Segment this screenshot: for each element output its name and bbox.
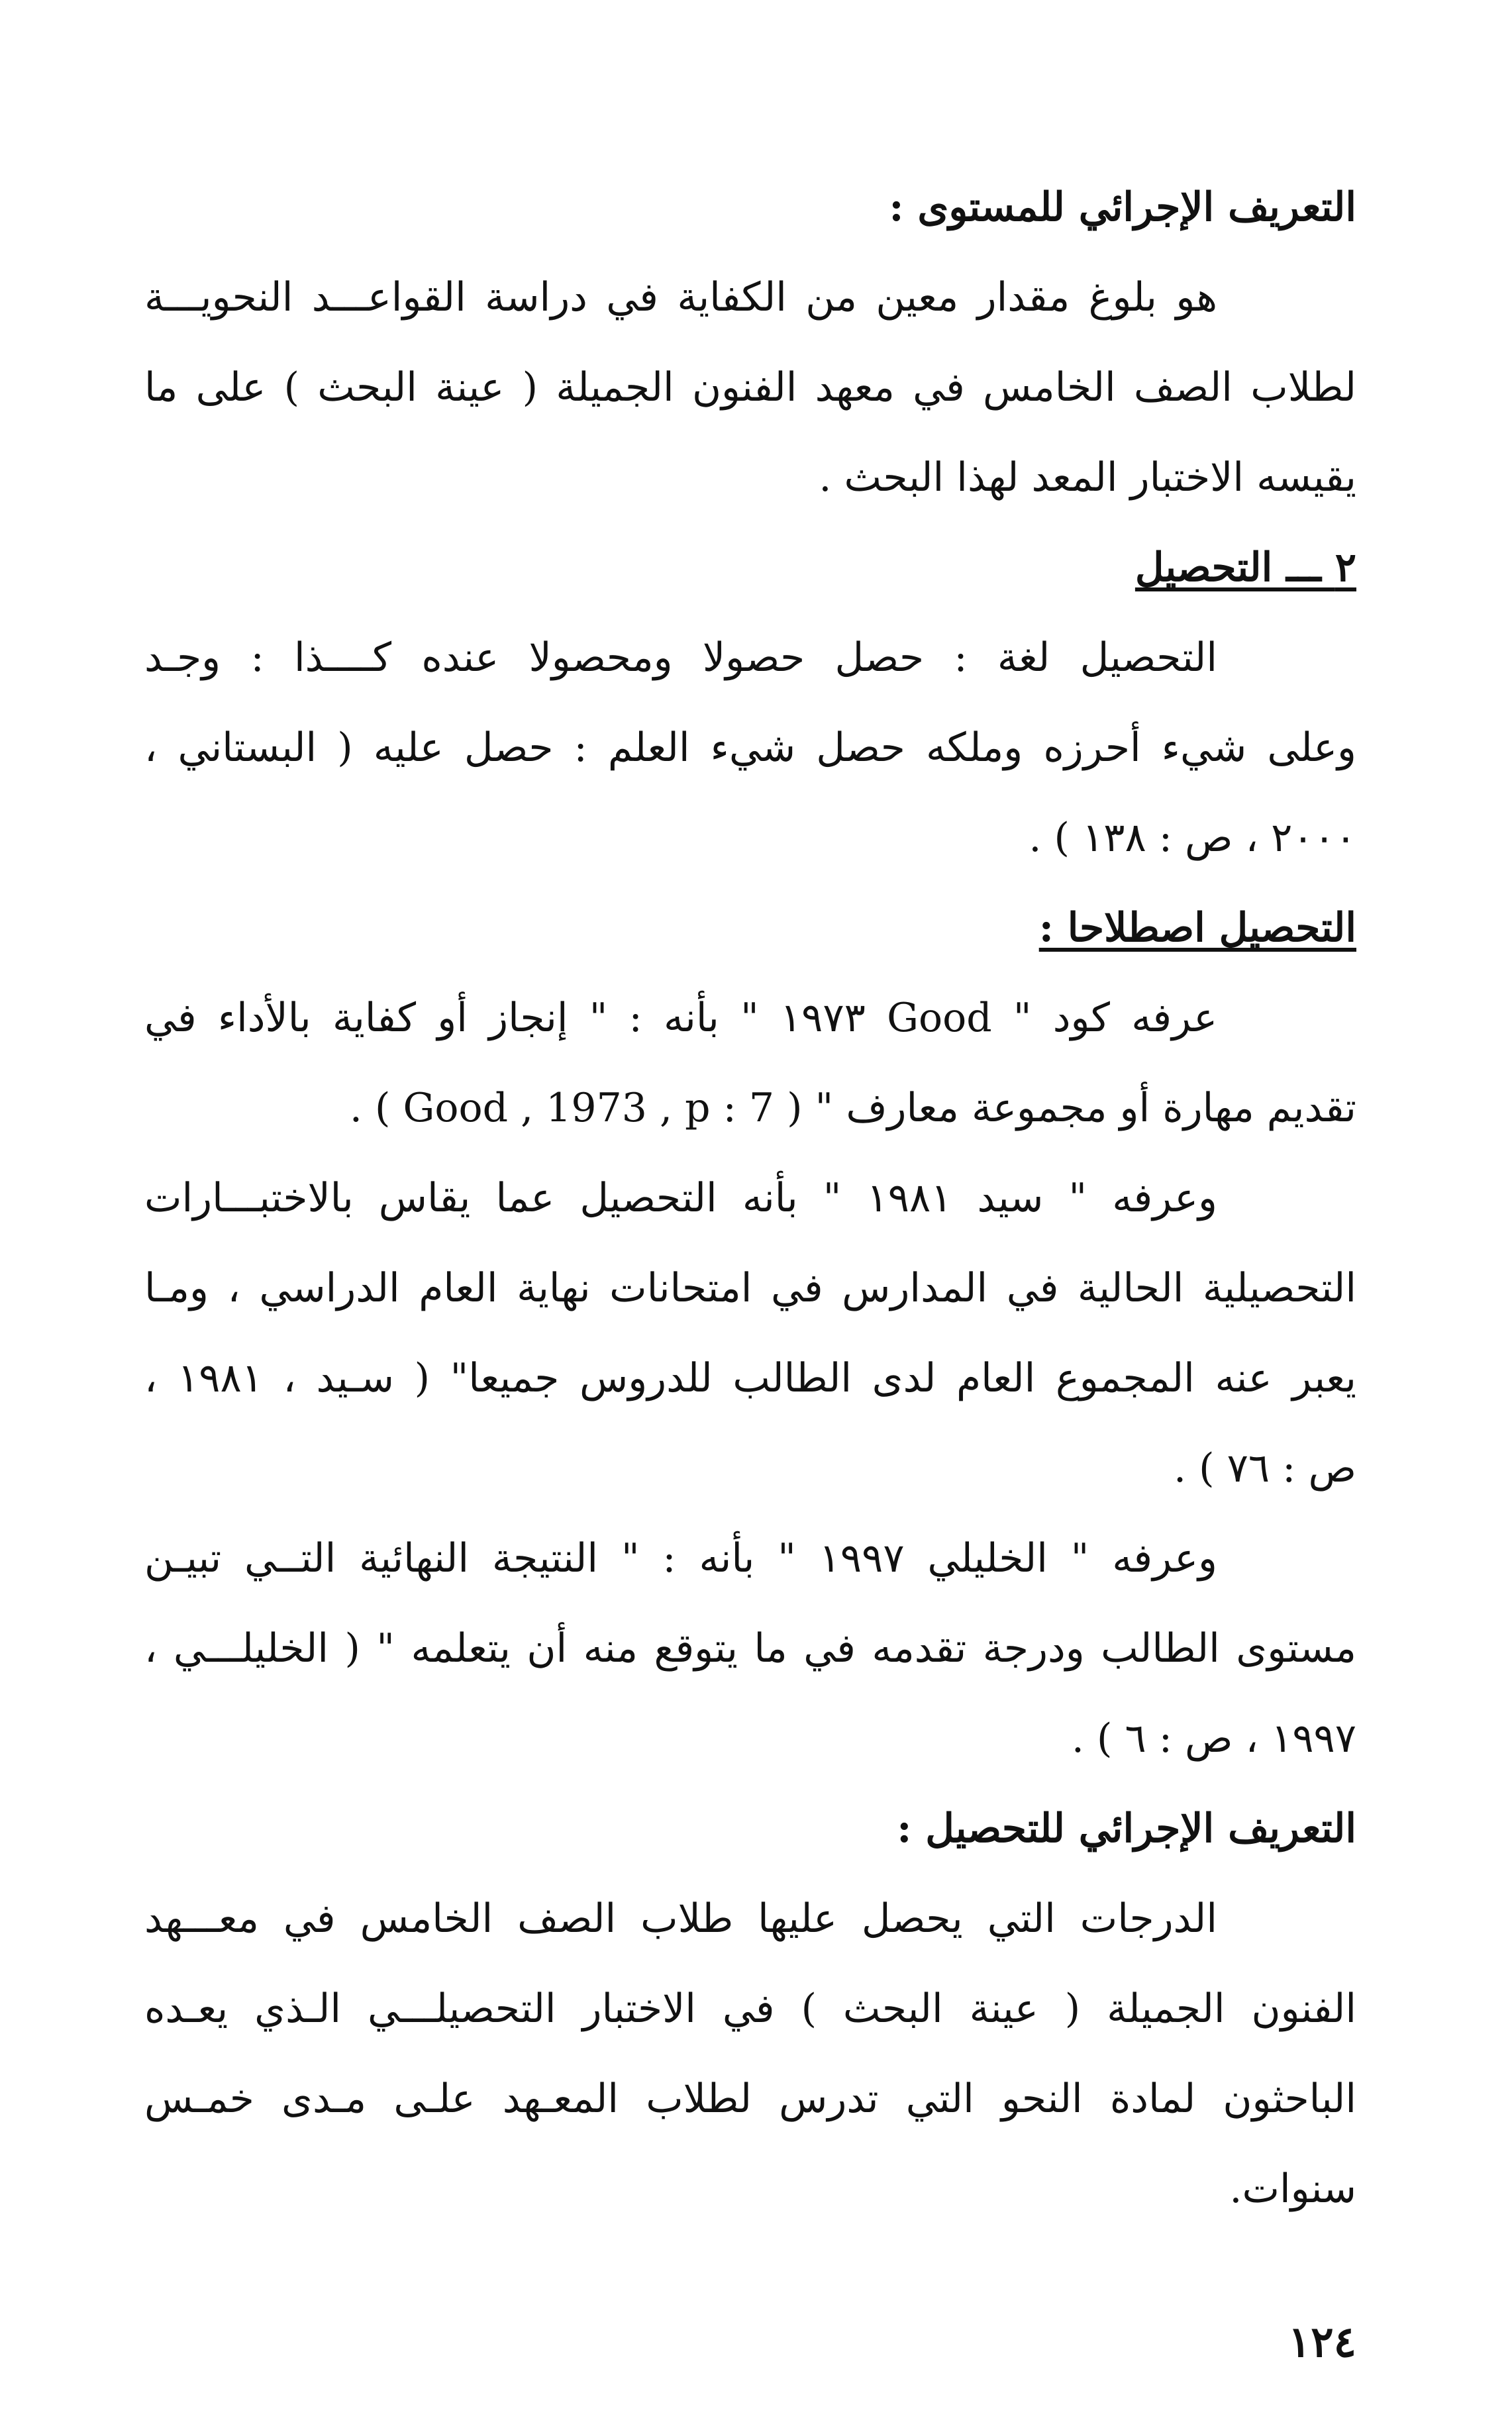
section-heading: التعريف الإجرائي للتحصيل : — [897, 1805, 1356, 1852]
paragraph-line: الباحثون لمادة النحو التي تدرس لطلاب المعـهد علـى مـدى خمـس — [144, 2076, 1356, 2122]
paragraph-line: هو بلوغ مقدار معين من الكفاية في دراسة القواعـــد النحويـــة — [144, 274, 1217, 321]
paragraph-line: الفنون الجميلة ( عينة البحث ) في الاختبار التحصيلـــي الـذي يعـده — [144, 1986, 1356, 2032]
paragraph-line: ص : ٧٦ ) . — [1174, 1445, 1356, 1492]
paragraph-line: وعرفه " الخليلي ١٩٩٧ " بأنه : " النتيجة النهائية التــي تبيـن — [144, 1535, 1217, 1582]
paragraph-line: الدرجات التي يحصل عليها طلاب الصف الخامس في معـــهد — [144, 1896, 1217, 1942]
paragraph-line: وعلى شيء أحرزه وملكه حصل شيء العلم : حصل عليه ( البستاني ، — [144, 725, 1356, 771]
paragraph-line: سنوات. — [1229, 2166, 1356, 2212]
section-heading: التعريف الإجرائي للمستوى : — [889, 184, 1356, 230]
paragraph-line: وعرفه " سيد ١٩٨١ " بأنه التحصيل عما يقاس بالاختبـــارات — [144, 1175, 1218, 1221]
paragraph-line: لطلاب الصف الخامس في معهد الفنون الجميلة ( عينة البحث ) على ما — [144, 364, 1356, 411]
section-heading: التحصيل اصطلاحا : — [1038, 905, 1356, 951]
paragraph-line: مستوى الطالب ودرجة تقدمه في ما يتوقع منه أن يتعلمه " ( الخليلـــي ، — [144, 1625, 1356, 1672]
page-number: ١٢٤ — [1287, 2317, 1356, 2367]
paragraph-line: عرفه كود " Good ١٩٧٣ " بأنه : " إنجاز أو كفاية بالأداء في — [144, 995, 1217, 1041]
paragraph-line: يعبر عنه المجموع العام لدى الطالب للدروس جميعا" ( سـيد ، ١٩٨١ ، — [144, 1355, 1356, 1401]
paragraph-line: يقيسه الاختبار المعد لهذا البحث . — [819, 454, 1356, 501]
section-heading: ٢ ـــ التحصيل — [1134, 544, 1356, 591]
paragraph-line: التحصيلية الحالية في المدارس في امتحانات نهاية العام الدراسي ، ومـا — [144, 1265, 1356, 1311]
paragraph-line: التحصيل لغة : حصل حصولا ومحصولا عنده كــــذا : وجـد — [144, 634, 1217, 681]
paragraph-line: تقديم مهارة أو مجموعة معارف " ( Good , 1973 , p : 7 ) . — [349, 1085, 1356, 1131]
paragraph-line: ١٩٩٧ ، ص : ٦ ) . — [1071, 1715, 1356, 1762]
body-text — [144, 162, 1356, 2234]
paragraph-line: ٢٠٠٠ ، ص : ١٣٨ ) . — [1029, 815, 1356, 861]
